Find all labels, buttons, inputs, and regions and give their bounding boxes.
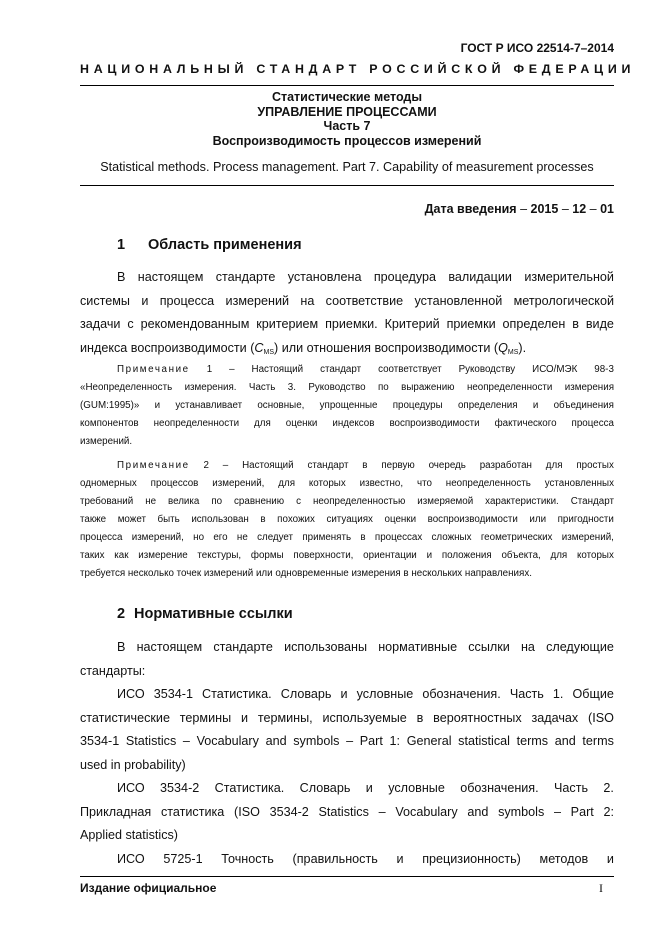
word: метрологической	[513, 293, 614, 308]
text-line	[80, 290, 614, 314]
word: «Неопределенность	[80, 382, 173, 393]
word: сложных	[431, 532, 472, 543]
text-fragment: Applied statistics)	[80, 828, 178, 842]
word: на	[300, 293, 315, 308]
word: формы	[250, 550, 284, 561]
text-line	[80, 683, 614, 707]
word: положения	[441, 550, 492, 561]
word: следует	[257, 532, 294, 543]
word: Часть	[509, 687, 544, 701]
text-line	[80, 848, 614, 872]
word: 98-3	[594, 364, 614, 375]
word: для	[550, 550, 568, 561]
intro-date-separator: –	[561, 202, 569, 216]
word: похожих	[277, 514, 315, 525]
text-line	[80, 565, 614, 583]
word: нормативные	[378, 640, 458, 654]
word: измерительной	[524, 270, 614, 284]
word: 3.	[287, 382, 296, 393]
word: 2	[203, 460, 209, 471]
official-edition-label: Издание официальное	[80, 881, 217, 895]
text-line	[80, 337, 614, 361]
word: определения	[457, 400, 518, 411]
word: компонентов	[80, 418, 139, 429]
word: 2:	[603, 804, 614, 819]
word: очередь	[428, 460, 466, 471]
word: (ISO	[234, 804, 260, 819]
text-line	[80, 433, 614, 451]
word: ссылки	[468, 640, 510, 654]
word: неопределенности	[466, 382, 553, 393]
word: задачах	[531, 710, 579, 725]
text-line	[80, 493, 614, 511]
word: таких	[80, 550, 105, 561]
word: процесса	[159, 293, 215, 308]
word: на	[520, 640, 535, 654]
word: 3534-1	[80, 734, 120, 748]
word: соответствует	[378, 364, 442, 375]
section-2-body	[80, 636, 614, 871]
word: прецизионность)	[422, 851, 521, 866]
word: terms	[516, 734, 549, 748]
text-fragment: индекса воспроизводимости $(C_{MS})$ или отношения воспроизводимости $(Q_{MS})$.	[80, 340, 527, 356]
word: термины	[179, 710, 232, 725]
word: соответствие	[325, 293, 404, 308]
word: разработан	[479, 460, 532, 471]
word: в	[572, 317, 579, 331]
word: по	[378, 382, 389, 393]
word: стандарт	[307, 460, 349, 471]
word: Vocabulary	[395, 804, 458, 819]
text-line	[80, 475, 614, 493]
word: 3534-2	[160, 781, 200, 795]
title-divider	[80, 185, 614, 186]
word: Statistics	[125, 734, 177, 748]
english-title: Statistical methods. Process management. Part 7. Capability of measurement processes	[100, 160, 594, 174]
word: которых	[577, 550, 614, 561]
word: стандарте	[215, 270, 276, 284]
word: Часть	[248, 382, 276, 393]
word: –	[346, 734, 354, 748]
word: требований	[80, 496, 134, 507]
word: процесса	[80, 532, 123, 543]
intro-date-separator: –	[589, 202, 597, 216]
text-fragment: стандарты:	[80, 663, 146, 678]
intro-date-month: 12	[572, 202, 587, 216]
word: характеристики.	[485, 496, 559, 507]
word: Часть	[554, 781, 589, 795]
intro-date-day: 01	[600, 202, 614, 216]
word: статистика	[160, 804, 225, 819]
word: одномерных	[80, 478, 137, 489]
word: Стандарт	[570, 496, 614, 507]
word: статистические	[80, 710, 170, 725]
word: измерения	[564, 382, 614, 393]
word: что	[416, 478, 432, 489]
word: установленной	[414, 293, 503, 308]
word: упрощенные	[319, 400, 378, 411]
word: и	[154, 400, 161, 411]
word: применять	[302, 532, 352, 543]
word: and	[554, 734, 576, 748]
word: Критерий	[384, 317, 440, 331]
word: Руководство	[308, 382, 366, 393]
word: для	[545, 460, 563, 471]
word: использованы	[284, 640, 368, 654]
note-2	[80, 457, 614, 583]
word: также	[80, 514, 107, 525]
word: установленных	[544, 478, 614, 489]
section-1-heading	[117, 237, 302, 253]
standard-code: ГОСТ Р ИСО 22514-7–2014	[460, 41, 614, 55]
word: и	[141, 293, 149, 308]
word: обозначения.	[422, 687, 501, 701]
word: фактического	[494, 418, 557, 429]
word: настоящем	[137, 270, 204, 284]
text-line	[80, 824, 614, 848]
word: 5725-1	[163, 851, 203, 866]
word: ситуациях	[326, 514, 373, 525]
word: Руководству	[458, 364, 516, 375]
word: стандарте	[213, 640, 273, 654]
word: (GUM:1995)»	[80, 400, 140, 411]
word: General	[406, 734, 452, 748]
word: ИСО/МЭК	[532, 364, 578, 375]
word: Прикладная	[80, 804, 152, 819]
section-1-number: 1	[117, 237, 126, 253]
word: процессов	[150, 478, 199, 489]
word: не	[236, 532, 248, 543]
word: приемки	[446, 317, 496, 331]
word: условные	[388, 781, 445, 795]
word: Part	[570, 804, 594, 819]
word: Vocabulary	[196, 734, 259, 748]
word: –	[222, 460, 229, 471]
word: или	[529, 514, 547, 525]
word: задачи	[80, 317, 121, 331]
word: для	[254, 418, 271, 429]
text-line	[80, 636, 614, 660]
word: методов	[539, 851, 589, 866]
word: его	[213, 532, 228, 543]
word: воспроизводимости	[427, 514, 518, 525]
word: объединения	[553, 400, 614, 411]
word: неопределенность	[445, 478, 531, 489]
word: может	[117, 514, 146, 525]
text-fragment: used in probability)	[80, 757, 186, 772]
text-line	[80, 361, 614, 379]
intro-date-year: 2015	[530, 202, 559, 216]
word: в	[360, 532, 366, 543]
text-line	[80, 777, 614, 801]
national-standard-banner: НАЦИОНАЛЬНЫЙ СТАНДАРТ РОССИЙСКОЙ ФЕДЕРАЦИИ	[80, 62, 636, 76]
text-line	[80, 547, 614, 565]
word: измерений,	[561, 532, 614, 543]
intro-date-label: Дата введения	[424, 202, 517, 216]
word: Словарь	[280, 687, 332, 701]
word: условные	[356, 687, 414, 701]
word: (правильность	[292, 851, 378, 866]
text-fragment: измерений.	[80, 436, 133, 447]
word: Настоящий	[251, 364, 304, 375]
word: Statistics	[318, 804, 369, 819]
word: Словарь	[299, 781, 351, 795]
word: объекта,	[501, 550, 541, 561]
word: в	[362, 460, 368, 471]
word: 2.	[603, 781, 614, 795]
text-line	[80, 754, 614, 778]
text-line	[80, 529, 614, 547]
word: (ISO	[588, 710, 614, 725]
word: –	[553, 804, 561, 819]
text-line	[80, 730, 614, 754]
word: и	[240, 710, 249, 725]
section-1-title: Область применения	[148, 237, 302, 253]
word: стандарт	[320, 364, 362, 375]
word: symbols	[293, 734, 340, 748]
word: ориентации	[363, 550, 417, 561]
word: в	[416, 710, 424, 725]
word: следующие	[546, 640, 614, 654]
intro-date-separator: –	[520, 202, 528, 216]
word: которых	[308, 478, 346, 489]
word: and	[467, 804, 489, 819]
word: простых	[576, 460, 614, 471]
word: воспроизводимости	[389, 418, 480, 429]
word: измерения.	[184, 382, 237, 393]
word: в	[260, 514, 266, 525]
text-line	[80, 660, 614, 684]
word: 3534-1	[153, 687, 193, 701]
word: критерием	[256, 317, 319, 331]
word: неопределенностью	[312, 496, 406, 507]
word: процесса	[571, 418, 614, 429]
word: –	[229, 364, 235, 375]
word: процедуры	[392, 400, 443, 411]
word: определен	[502, 317, 566, 331]
section-2-title: Нормативные ссылки	[134, 606, 293, 622]
word: как	[114, 550, 129, 561]
word: и	[396, 851, 404, 866]
word: ИСО	[117, 687, 145, 701]
word: установлена	[287, 270, 362, 284]
word: сравнению	[234, 496, 285, 507]
text-line	[80, 511, 614, 529]
word: Статистика.	[202, 687, 272, 701]
word: Статистика.	[214, 781, 285, 795]
word: ИСО	[117, 781, 145, 795]
word: измерений,	[131, 532, 184, 543]
word: 1:	[389, 734, 401, 748]
word: 1	[206, 364, 213, 375]
text-line	[80, 379, 614, 397]
word: приемки.	[325, 317, 378, 331]
word: выражению	[401, 382, 455, 393]
word: Общие	[572, 687, 614, 701]
section-1-paragraph	[80, 266, 614, 360]
text-line	[80, 397, 614, 415]
word: с	[127, 317, 134, 331]
word: неопределенности	[153, 418, 240, 429]
word: измерений	[225, 293, 290, 308]
word: виде	[585, 317, 614, 331]
word: индексов	[332, 418, 375, 429]
word: symbols	[498, 804, 545, 819]
title-line-1: Статистические методы	[271, 90, 423, 104]
word: В	[117, 270, 126, 284]
word: термины,	[257, 710, 313, 725]
word: велика	[168, 496, 200, 507]
word: измеряемой	[417, 496, 474, 507]
word: вероятностных	[433, 710, 522, 725]
word: В	[117, 640, 126, 654]
word: Настоящий	[242, 460, 294, 471]
word: 3534-2	[269, 804, 309, 819]
word: системы	[80, 293, 130, 308]
word: по	[211, 496, 223, 507]
word: устанавливает	[175, 400, 243, 411]
word: известно,	[359, 478, 404, 489]
word: Part	[359, 734, 383, 748]
word: для	[278, 478, 296, 489]
note-1	[80, 361, 614, 451]
word: и	[606, 851, 614, 866]
text-fragment: требуется несколько точек измерений или одновременные измерения в нескольких направлениях.	[80, 568, 532, 579]
word: –	[182, 734, 190, 748]
text-line	[80, 801, 614, 825]
word: текстуры,	[197, 550, 242, 561]
word: настоящем	[136, 640, 203, 654]
title-line-3: Часть 7	[323, 119, 371, 134]
word: terms	[582, 734, 614, 748]
word: ИСО	[117, 851, 145, 866]
word: –	[378, 804, 386, 819]
word: процессах	[374, 532, 423, 543]
section-2-heading	[117, 606, 293, 622]
word: геометрических	[480, 532, 553, 543]
word: and	[265, 734, 287, 748]
word: обозначения.	[460, 781, 539, 795]
word: но	[193, 532, 205, 543]
title-line-2: УПРАВЛЕНИЕ ПРОЦЕССАМИ	[257, 104, 437, 119]
word: процедура	[373, 270, 436, 284]
document-title	[60, 90, 634, 148]
word: первую	[381, 460, 415, 471]
text-line	[80, 266, 614, 290]
word: и	[426, 550, 433, 561]
title-line-4: Воспроизводимость процессов измерений	[212, 133, 482, 148]
word: основные,	[257, 400, 305, 411]
word: statistical	[458, 734, 510, 748]
word: не	[145, 496, 157, 507]
word: и	[532, 400, 539, 411]
word: 1.	[552, 687, 564, 701]
introduction-date	[425, 202, 614, 216]
note-label: Примечание	[117, 460, 190, 471]
word: оценки	[384, 514, 417, 525]
word: валидации	[448, 270, 512, 284]
text-line	[80, 457, 614, 475]
word: пригодности	[557, 514, 614, 525]
word: оценки	[285, 418, 318, 429]
word: и	[365, 781, 373, 795]
word: используемые	[322, 710, 407, 725]
page-number: I	[599, 881, 603, 895]
word: быть	[157, 514, 180, 525]
text-line	[80, 313, 614, 337]
word: Точность	[221, 851, 274, 866]
word: измерение	[138, 550, 188, 561]
section-2-number: 2	[117, 606, 126, 622]
word: с	[296, 496, 301, 507]
note-label: Примечание	[117, 364, 190, 375]
text-line	[80, 707, 614, 731]
word: рекомендованным	[140, 317, 250, 331]
top-divider	[80, 85, 614, 86]
text-line	[80, 415, 614, 433]
word: поверхности,	[293, 550, 354, 561]
footer-divider	[80, 876, 614, 877]
word: использован	[191, 514, 249, 525]
word: измерений,	[212, 478, 265, 489]
word: и	[340, 687, 348, 701]
